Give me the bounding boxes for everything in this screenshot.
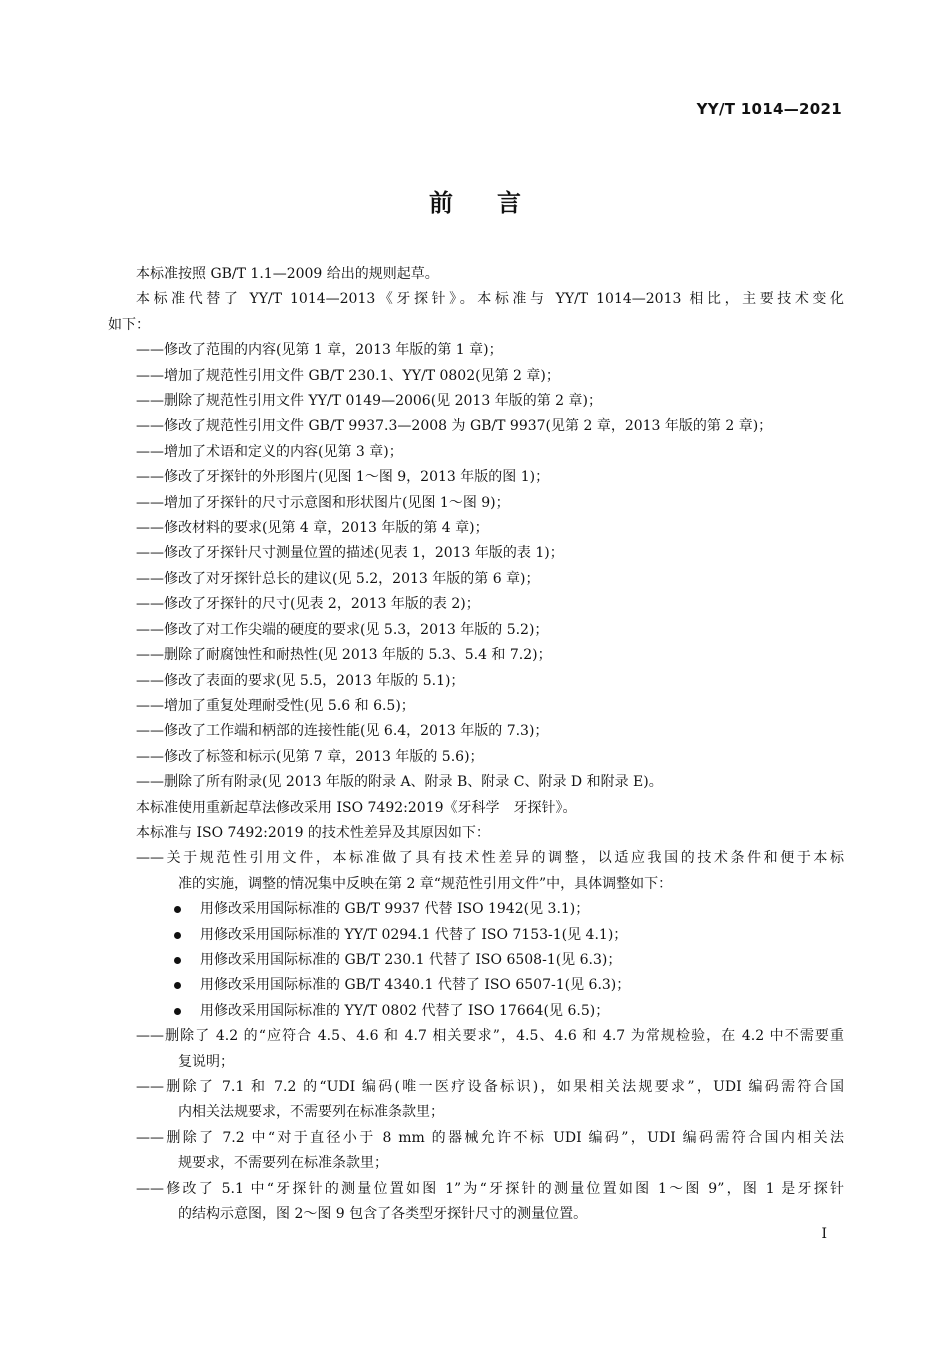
difference-4-line2: 规要求，不需要列在标准条款里； xyxy=(178,1155,388,1172)
list-item: ——删除了耐腐蚀性和耐热性(见 2013 年版的 5.3、5.4 和 7.2)； xyxy=(136,647,552,664)
page-title: 前言 xyxy=(429,189,565,217)
difference-2-line2: 复说明； xyxy=(178,1053,234,1070)
paragraph-replaces-line2: 如下： xyxy=(108,316,150,333)
bullet-list xyxy=(108,897,844,1024)
difference-1-line2: 准的实施，调整的情况集中反映在第 2 章“规范性引用文件”中，具体调整如下： xyxy=(178,875,673,892)
list-item: ——修改了牙探针的外形图片(见图 1～图 9，2013 年版的图 1)； xyxy=(136,469,550,486)
paragraph-iso-adoption: 本标准使用重新起草法修改采用 ISO 7492:2019《牙科学 牙探针》。 xyxy=(136,799,577,816)
list-item: ——修改了牙探针的尺寸(见表 2，2013 年版的表 2)； xyxy=(136,596,480,613)
document-body xyxy=(108,262,844,1227)
list-item: ——修改了标签和标示(见第 7 章，2013 年版的 5.6)； xyxy=(136,748,484,765)
list-item: ——删除了规范性引用文件 YY/T 0149—2006(见 2013 年版的第 2 章)； xyxy=(136,393,602,410)
standard-code: YY/T 1014—2021 xyxy=(696,100,842,118)
list-item: ——修改了范围的内容(见第 1 章，2013 年版的第 1 章)； xyxy=(136,342,503,359)
difference-5-line2: 的结构示意图，图 2～图 9 包含了各类型牙探针尺寸的测量位置。 xyxy=(178,1206,588,1223)
bullet-item: 用修改采用国际标准的 GB/T 4340.1 代替了 ISO 6507-1(见 6.3)； xyxy=(174,973,844,998)
list-item: ——修改了工作端和柄部的连接性能(见 6.4，2013 年版的 7.3)； xyxy=(136,723,549,740)
difference-3-line2: 内相关法规要求，不需要列在标准条款里； xyxy=(178,1104,444,1121)
list-item: ——增加了牙探针的尺寸示意图和形状图片(见图 1～图 9)； xyxy=(136,494,510,511)
list-item: ——修改材料的要求(见第 4 章，2013 年版的第 4 章)； xyxy=(136,520,489,537)
list-item: ——增加了重复处理耐受性(见 5.6 和 6.5)； xyxy=(136,697,415,714)
list-item: ——修改了表面的要求(见 5.5，2013 年版的 5.1)； xyxy=(136,672,465,689)
list-item: ——删除了所有附录(见 2013 年版的附录 A、附录 B、附录 C、附录 D 和附录 E)。 xyxy=(136,774,663,791)
change-list xyxy=(108,338,844,795)
list-item: ——修改了对牙探针总长的建议(见 5.2，2013 年版的第 6 章)； xyxy=(136,570,540,587)
list-item: ——增加了术语和定义的内容(见第 3 章)； xyxy=(136,443,403,460)
bullet-item: 用修改采用国际标准的 YY/T 0294.1 代替了 ISO 7153-1(见 4.1)； xyxy=(174,923,844,948)
paragraph-differences-intro: 本标准与 ISO 7492:2019 的技术性差异及其原因如下： xyxy=(136,824,490,841)
difference-4-line1: ——删除了 7.2 中“对于直径小于 8 mm 的器械允许不标 UDI 编码”，UDI 编码需符合国内相关法 xyxy=(136,1129,844,1146)
list-item: ——修改了规范性引用文件 GB/T 9937.3—2008 为 GB/T 9937(见第 2 章，2013 年版的第 2 章)； xyxy=(136,418,773,435)
difference-3-line1: ——删除了 7.1 和 7.2 的“UDI 编码(唯一医疗设备标识)，如果相关法规要求”，UDI 编码需符合国 xyxy=(136,1079,844,1095)
difference-1-line1: ——关于规范性引用文件，本标准做了具有技术性差异的调整，以适应我国的技术条件和便于本标 xyxy=(136,850,844,867)
list-item: ——修改了对工作尖端的硬度的要求(见 5.3，2013 年版的 5.2)； xyxy=(136,621,549,638)
difference-5-line1: ——修改了 5.1 中“牙探针的测量位置如图 1”为“牙探针的测量位置如图 1～图 9”，图 1 是牙探针 xyxy=(136,1180,844,1197)
paragraph-replaces-line1: 本标准代替了 YY/T 1014—2013《牙探针》。本标准与 YY/T 1014—2013 相比，主要技术变化 xyxy=(136,291,844,308)
bullet-item: 用修改采用国际标准的 YY/T 0802 代替了 ISO 17664(见 6.5)； xyxy=(174,999,844,1024)
paragraph-drafting-rule: 本标准按照 GB/T 1.1—2009 给出的规则起草。 xyxy=(136,266,439,282)
bullet-item: 用修改采用国际标准的 GB/T 9937 代替 ISO 1942(见 3.1)； xyxy=(174,897,844,922)
list-item: ——增加了规范性引用文件 GB/T 230.1、YY/T 0802(见第 2 章)； xyxy=(136,367,560,384)
bullet-item: 用修改采用国际标准的 GB/T 230.1 代替了 ISO 6508-1(见 6.3)； xyxy=(174,948,844,973)
difference-2-line1: ——删除了 4.2 的“应符合 4.5、4.6 和 4.7 相关要求”，4.5、4.6 和 4.7 为常规检验，在 4.2 中不需要重 xyxy=(136,1028,844,1045)
page-number: I xyxy=(821,1226,827,1242)
list-item: ——修改了牙探针尺寸测量位置的描述(见表 1，2013 年版的表 1)； xyxy=(136,545,564,562)
